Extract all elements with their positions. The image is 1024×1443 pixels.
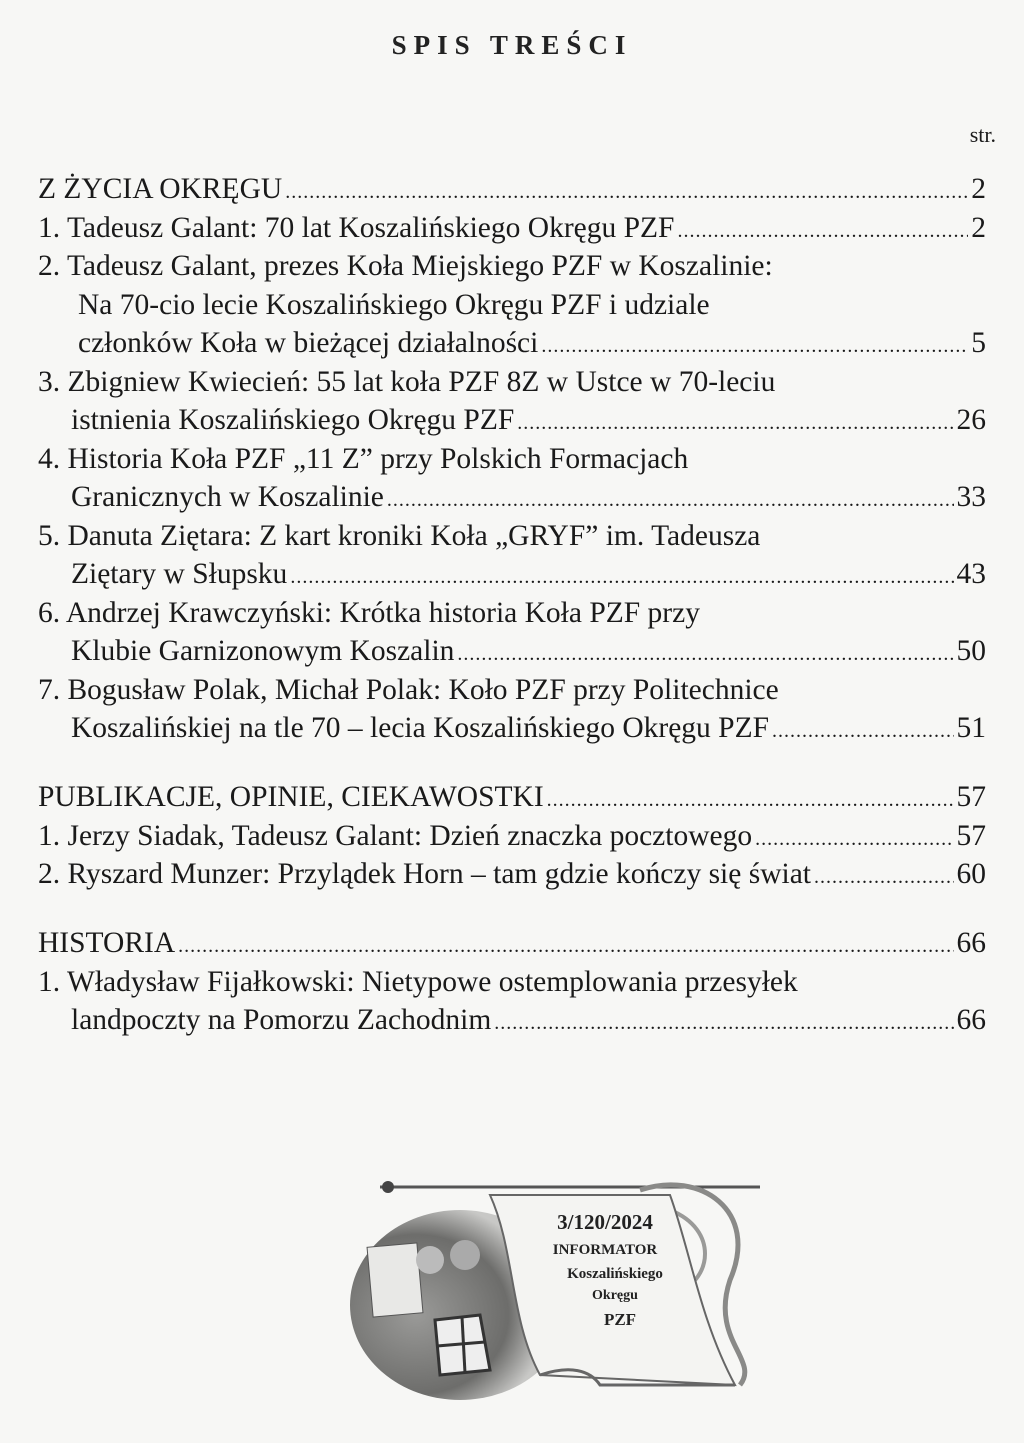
emblem-line3: Okręgu [592,1288,638,1303]
toc-entry-line [38,594,986,633]
toc-text: 6. Andrzej Krawczyński: Krótka historia Koła PZF przy [38,596,700,629]
page-title: SPIS TREŚCI [391,30,633,60]
toc-text: Klubie Garnizonowym Koszalin [71,635,455,667]
page-number: 51 [956,712,986,744]
toc-text: 1. Władysław Fijałkowski: Nietypowe ostemplowania przesyłek [38,965,798,998]
toc-text: 1. Tadeusz Galant: 70 lat Koszalińskiego Okręgu PZF [38,211,675,244]
toc-text: Z ŻYCIA OKRĘGU [38,173,283,205]
toc-text: 2. Ryszard Munzer: Przylądek Horn – tam gdzie kończy się świat [38,858,811,890]
page-number: 2 [971,211,986,244]
section-heading [38,778,986,817]
dot-leader [387,481,954,520]
toc-entry-line [38,817,986,856]
toc-entry-line [38,209,986,248]
page-number: 43 [956,558,986,590]
dot-leader [285,173,968,212]
toc-text: Koszalińskiej na tle 70 – lecia Koszalińskiego Okręgu PZF [71,712,770,744]
toc-text: Ziętary w Słupsku [71,558,288,590]
toc-entry-line [38,517,986,556]
toc-entry-line [38,555,986,594]
dot-leader [755,820,953,859]
toc-entry-line [38,855,986,894]
toc-text: 1. Jerzy Siadak, Tadeusz Galant: Dzień znaczka pocztowego [38,819,753,852]
toc-entry-line [38,401,986,440]
page-number: 60 [956,858,986,890]
toc-text: 3. Zbigniew Kwiecień: 55 lat koła PZF 8Z w Ustce w 70-leciu [38,365,776,398]
toc-section [38,924,986,1040]
page-number: 66 [956,927,986,959]
toc-text: HISTORIA [38,927,176,959]
toc-text: PUBLIKACJE, OPINIE, CIEKAWOSTKI [38,781,544,813]
page-number: 57 [956,819,986,852]
toc-entry-line [38,286,986,325]
dot-leader [547,781,954,820]
dot-leader [494,1004,953,1043]
page-number: 5 [971,327,986,359]
toc-section [38,778,986,894]
dot-leader [457,635,953,674]
toc-entry-line [38,247,986,286]
page-column-label: str. [969,122,996,147]
emblem-line2: Koszalińskiego [567,1266,663,1282]
toc-entry-line [38,632,986,671]
dot-leader [517,404,953,443]
toc-text: 7. Bogusław Polak, Michał Polak: Koło PZF przy Politechnice [38,673,779,706]
page-number: 50 [956,635,986,667]
section-heading [38,924,986,963]
dot-leader [677,212,968,251]
page-number: 33 [956,481,986,513]
toc-text: istnienia Koszalińskiego Okręgu PZF [71,404,515,436]
page-number: 26 [956,404,986,436]
toc-text: landpoczty na Pomorzu Zachodnim [71,1004,492,1036]
emblem-line4: PZF [603,1310,637,1329]
toc-text: 4. Historia Koła PZF „11 Z” przy Polskich Formacjach [38,442,689,475]
toc-text: Granicznych w Koszalinie [71,481,384,513]
dot-leader [178,927,953,966]
toc-entry-line [38,478,986,517]
toc-entry-line [38,324,986,363]
toc-entry-line [38,709,986,748]
page-number: 66 [956,1004,986,1036]
dot-leader [541,327,968,366]
toc-entry-line [38,671,986,710]
toc-entry-line [38,1001,986,1040]
toc-section [38,170,986,748]
section-heading [38,170,986,209]
dot-leader [290,558,953,597]
page-number: 2 [971,173,986,205]
toc-text: członków Koła w bieżącej działalności [78,327,539,359]
toc-entry-line [38,440,986,479]
informator-emblem [340,1170,780,1410]
emblem-issue: 3/120/2024 [557,1210,653,1234]
toc-text: Na 70-cio lecie Koszalińskiego Okręgu PZF i udziale [78,288,710,321]
toc-text: 5. Danuta Ziętara: Z kart kroniki Koła „GRYF” im. Tadeusza [38,519,761,552]
page-number: 57 [956,781,986,813]
emblem-line1: INFORMATOR [552,1242,658,1258]
toc-entry-line [38,963,986,1002]
toc-text: 2. Tadeusz Galant, prezes Koła Miejskiego PZF w Koszalinie: [38,250,773,282]
toc-entry-line [38,363,986,402]
dot-leader [772,712,953,751]
dot-leader [814,858,954,897]
